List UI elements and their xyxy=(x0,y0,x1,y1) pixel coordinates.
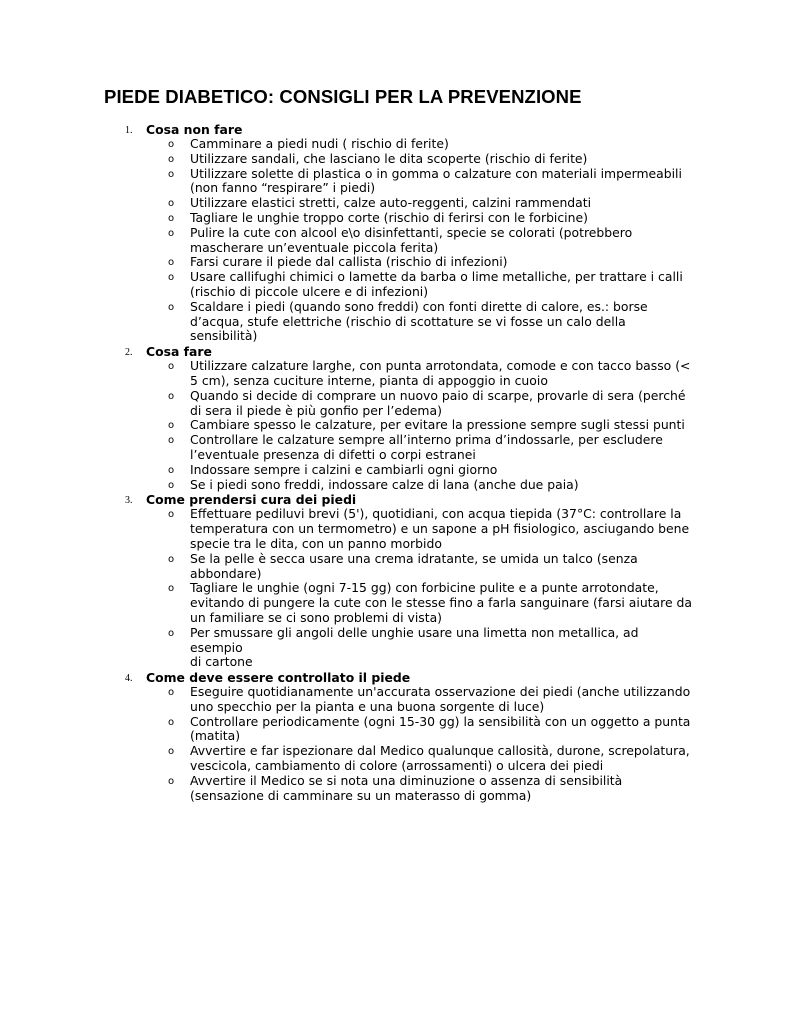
list-item xyxy=(104,507,695,551)
list-item-line: (sensazione di camminare su un materasso di gomma) xyxy=(190,787,532,803)
list-item xyxy=(104,167,695,197)
list-item xyxy=(104,359,695,389)
list-item xyxy=(104,774,695,804)
list-item-line: Se la pelle è secca usare una crema idratante, se umida un talco (senza xyxy=(190,550,638,566)
list-item-line: Scaldare i piedi (quando sono freddi) con fonti dirette di calore, es.: borse xyxy=(190,298,648,314)
section-number: 1. xyxy=(125,125,133,136)
section-1 xyxy=(104,122,704,344)
list-item xyxy=(104,300,695,344)
list-item xyxy=(104,626,695,670)
list-item-line: Per smussare gli angoli delle unghie usare una limetta non metallica, ad esempio xyxy=(190,624,639,655)
list-item-line: Tagliare le unghie troppo corte (rischio di ferirsi con le forbicine) xyxy=(190,209,588,225)
list-item xyxy=(104,226,695,256)
section-heading: Cosa non fare xyxy=(146,122,243,137)
section-header xyxy=(104,122,704,137)
section-number: 4. xyxy=(125,673,133,685)
list-item-line: Cambiare spesso le calzature, per evitare la pressione sempre sugli stessi punti xyxy=(190,417,685,433)
list-item-line: Controllare le calzature sempre all’interno prima d’indossarle, per escludere xyxy=(190,432,663,448)
list-item-line: Utilizzare sandali, che lasciano le dita scoperte (rischio di ferite) xyxy=(190,150,588,166)
circle-bullet-icon: o xyxy=(168,212,175,224)
section-4 xyxy=(104,670,704,803)
circle-bullet-icon: o xyxy=(168,583,175,595)
circle-bullet-icon: o xyxy=(168,509,175,521)
list-item-line: specie tra le dita, con un panno morbido xyxy=(190,535,442,551)
list-item xyxy=(104,478,695,493)
circle-bullet-icon: o xyxy=(168,361,175,373)
list-item-line: Farsi curare il piede dal callista (rischio di infezioni) xyxy=(190,254,508,270)
circle-bullet-icon: o xyxy=(168,687,175,699)
list-item-line: vescicola, cambiamento di colore (arrossamenti) o ulcera dei piedi xyxy=(190,758,604,774)
list-item-line: abbondare) xyxy=(190,565,262,581)
list-item-line: uno specchio per la pianta e una buona sorgente di luce) xyxy=(190,698,545,714)
list-item-line: Pulire la cute con alcool e\o disinfettanti, specie se colorati (potrebbero xyxy=(190,224,633,240)
circle-bullet-icon: o xyxy=(168,168,175,180)
list-item-line: Utilizzare calzature larghe, con punta arrotondata, comode e con tacco basso (< xyxy=(190,358,691,374)
section-header xyxy=(104,492,704,507)
list-item-line: Se i piedi sono freddi, indossare calze di lana (anche due paia) xyxy=(190,476,579,492)
list-item-line: (rischio di piccole ulcere e di infezioni) xyxy=(190,283,429,299)
list-item xyxy=(104,211,695,226)
circle-bullet-icon: o xyxy=(168,553,175,565)
list-item xyxy=(104,433,695,463)
circle-bullet-icon: o xyxy=(168,775,175,787)
bullet-list xyxy=(104,137,704,344)
list-item-line: Utilizzare solette di plastica o in gomma o calzature con materiali impermeabili xyxy=(190,165,682,181)
list-item-line: evitando di pungere la cute con le stesse fino a farla sanguinare (farsi aiutare da xyxy=(190,595,692,611)
list-item-line: Controllare periodicamente (ogni 15-30 gg) la sensibilità con un oggetto a punta xyxy=(190,713,691,729)
list-item xyxy=(104,715,695,745)
circle-bullet-icon: o xyxy=(168,198,175,210)
section-header xyxy=(104,344,704,359)
section-2 xyxy=(104,344,704,492)
list-item xyxy=(104,581,695,625)
list-item-line: Camminare a piedi nudi ( rischio di ferite) xyxy=(190,136,449,151)
bullet-list xyxy=(104,507,704,670)
list-item xyxy=(104,552,695,582)
circle-bullet-icon: o xyxy=(168,257,175,269)
list-item-line: Indossare sempre i calzini e cambiarli ogni giorno xyxy=(190,461,498,477)
list-item-line: Avvertire il Medico se si nota una diminuzione o assenza di sensibilità xyxy=(190,772,623,788)
circle-bullet-icon: o xyxy=(168,153,175,165)
circle-bullet-icon: o xyxy=(168,301,175,313)
circle-bullet-icon: o xyxy=(168,479,175,491)
list-item xyxy=(104,255,695,270)
section-number: 3. xyxy=(125,495,133,507)
list-item-line: 5 cm), senza cuciture interne, pianta di appoggio in cuoio xyxy=(190,372,548,388)
list-item xyxy=(104,196,695,211)
list-item-line: Avvertire e far ispezionare dal Medico qualunque callosità, durone, screpolatura, xyxy=(190,743,690,759)
list-item xyxy=(104,418,695,433)
list-item-line: sensibilità) xyxy=(190,328,258,344)
list-item-line: di cartone xyxy=(190,654,253,670)
list-item-line: Effettuare pediluvi brevi (5'), quotidiani, con acqua tiepida (37°C: controllare la xyxy=(190,506,682,522)
section-3 xyxy=(104,492,704,670)
document-page xyxy=(104,86,704,803)
section-header xyxy=(104,670,704,685)
section-number: 2. xyxy=(125,347,133,359)
list-item xyxy=(104,389,695,419)
circle-bullet-icon: o xyxy=(168,390,175,402)
circle-bullet-icon: o xyxy=(168,139,175,150)
list-item xyxy=(104,685,695,715)
list-item-line: Usare callifughi chimici o lamette da barba o lime metalliche, per trattare i calli xyxy=(190,269,683,285)
list-item xyxy=(104,463,695,478)
circle-bullet-icon: o xyxy=(168,227,175,239)
list-item xyxy=(104,152,695,167)
list-item xyxy=(104,270,695,300)
circle-bullet-icon: o xyxy=(168,435,175,447)
circle-bullet-icon: o xyxy=(168,746,175,758)
bullet-list xyxy=(104,359,704,492)
list-item-line: temperatura con un termometro) e un sapone a pH fisiologico, asciugando bene xyxy=(190,521,690,537)
circle-bullet-icon: o xyxy=(168,627,175,639)
circle-bullet-icon: o xyxy=(168,464,175,476)
list-item-line: Tagliare le unghie (ogni 7-15 gg) con forbicine pulite e a punte arrotondate, xyxy=(190,580,659,596)
document-title: PIEDE DIABETICO: CONSIGLI PER LA PREVENZIONE xyxy=(104,86,582,107)
list-item-line: (matita) xyxy=(190,728,241,744)
section-heading: Cosa fare xyxy=(146,344,212,360)
list-item-line: Eseguire quotidianamente un'accurata osservazione dei piedi (anche utilizzando xyxy=(190,684,691,700)
list-item-line: l’eventuale presenza di difetti o corpi estranei xyxy=(190,446,476,462)
list-item-line: (non fanno “respirare” i piedi) xyxy=(190,180,376,196)
bullet-list xyxy=(104,685,704,803)
section-heading: Come prendersi cura dei piedi xyxy=(146,492,357,508)
section-heading: Come deve essere controllato il piede xyxy=(146,670,411,686)
list-item-line: di sera il piede è più gonfio per l’edema) xyxy=(190,402,442,418)
list-item xyxy=(104,137,695,152)
list-item-line: un familiare se ci sono problemi di vista) xyxy=(190,609,443,625)
circle-bullet-icon: o xyxy=(168,272,175,284)
list-item-line: mascherare un’eventuale piccola ferita) xyxy=(190,239,439,255)
list-item-line: d’acqua, stufe elettriche (rischio di scottature se vi fosse un calo della xyxy=(190,313,626,329)
section-list xyxy=(104,122,704,803)
list-item-line: Quando si decide di comprare un nuovo paio di scarpe, provarle di sera (perché xyxy=(190,387,686,403)
circle-bullet-icon: o xyxy=(168,420,175,432)
list-item xyxy=(104,744,695,774)
circle-bullet-icon: o xyxy=(168,716,175,728)
list-item-line: Utilizzare elastici stretti, calze auto-reggenti, calzini rammendati xyxy=(190,195,592,211)
